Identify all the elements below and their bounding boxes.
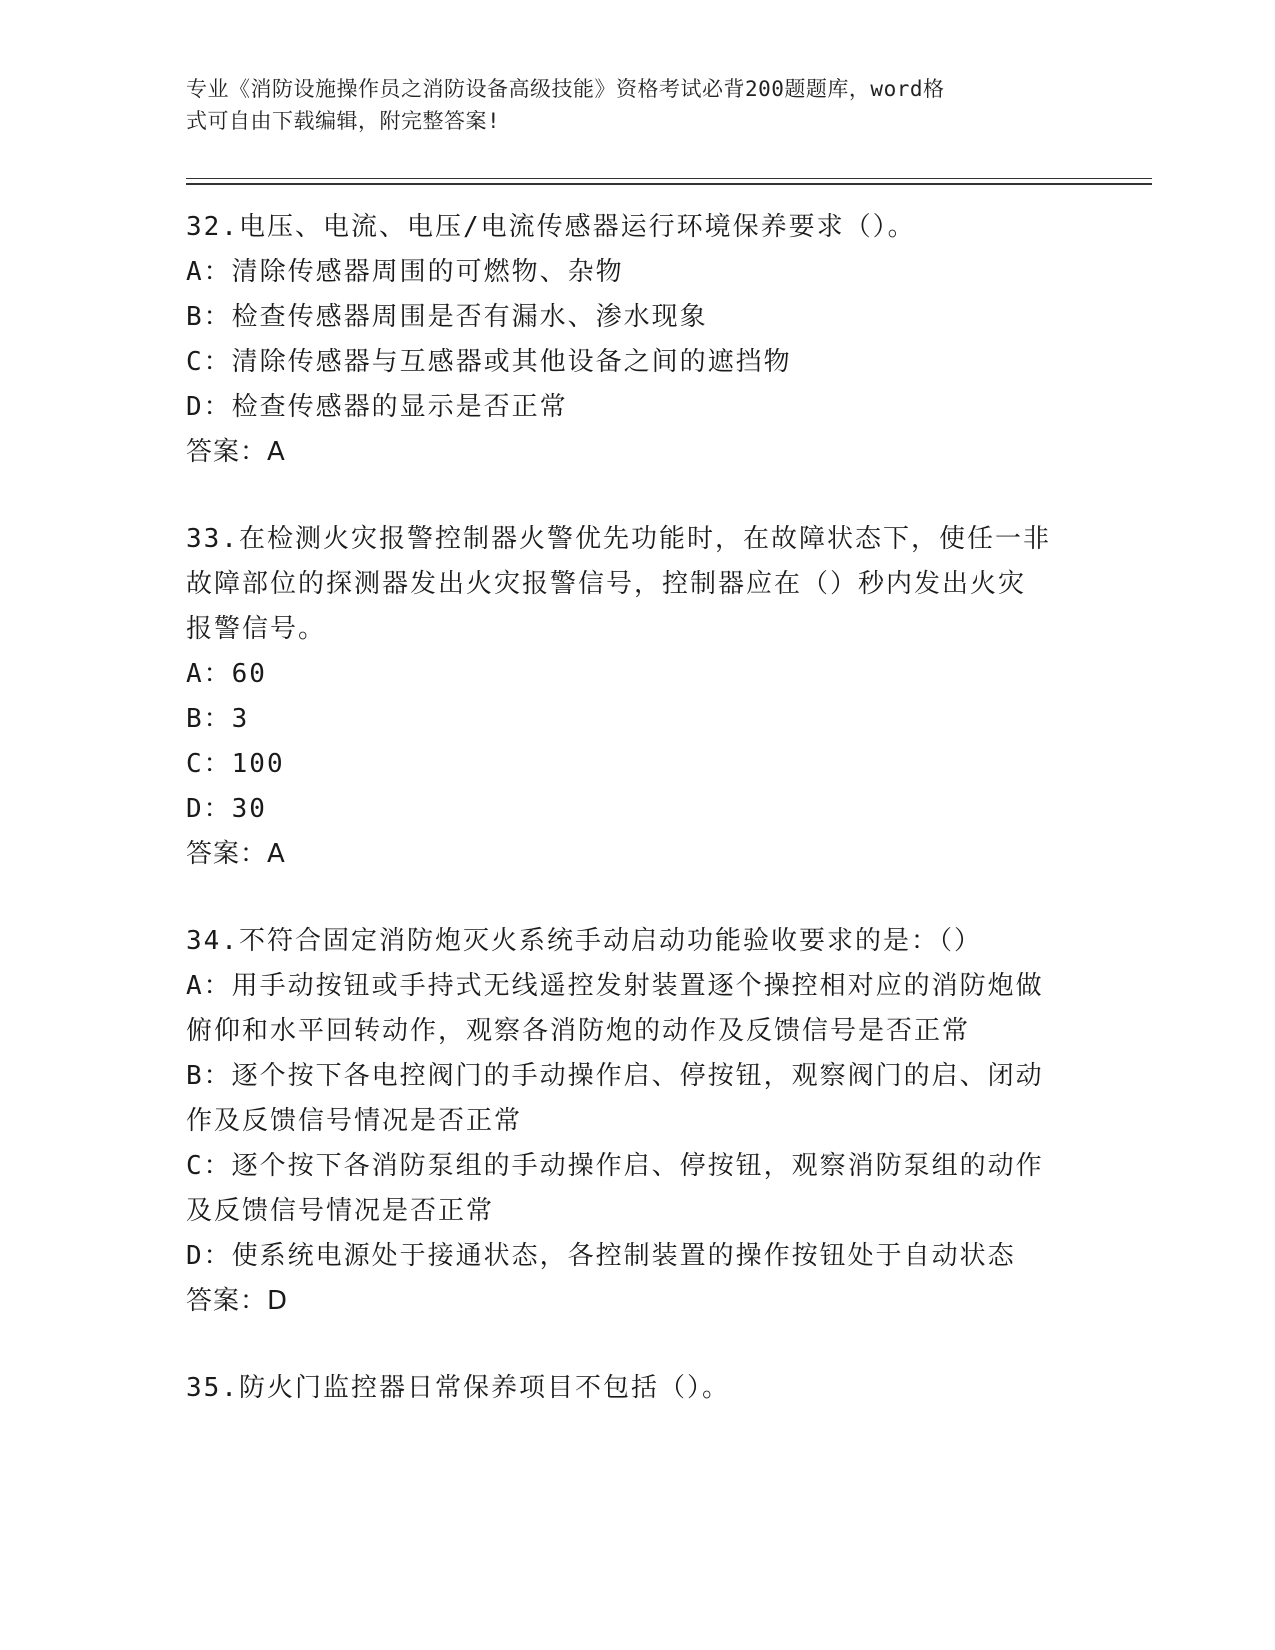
answer-option: 作及反馈信号情况是否正常	[186, 1106, 523, 1136]
answer-option: C：清除传感器与互感器或其他设备之间的遮挡物	[186, 347, 792, 377]
answer-option: D：使系统电源处于接通状态，各控制装置的操作按钮处于自动状态	[186, 1241, 1016, 1271]
answer-option: C：逐个按下各消防泵组的手动操作启、停按钮，观察消防泵组的动作	[186, 1151, 1044, 1181]
question-stem: 33.在检测火灾报警控制器火警优先功能时，在故障状态下，使任一非	[186, 524, 1051, 554]
answer-option: D：30	[186, 794, 267, 824]
answer-option: D：检查传感器的显示是否正常	[186, 392, 568, 422]
answer-option: B：3	[186, 704, 250, 734]
question-stem: 35.防火门监控器日常保养项目不包括（）。	[186, 1373, 730, 1403]
question-stem: 32.电压、电流、电压/电流传感器运行环境保养要求（）。	[186, 212, 916, 242]
question-block	[186, 205, 1066, 475]
question-block	[186, 919, 1066, 1324]
header-divider	[186, 178, 1152, 179]
question-list	[186, 205, 1066, 1453]
question-block	[186, 517, 1066, 877]
answer-key: 答案：D	[186, 1286, 289, 1316]
answer-option: B：逐个按下各电控阀门的手动操作启、停按钮，观察阀门的启、闭动	[186, 1061, 1044, 1091]
document-header	[186, 73, 1066, 137]
question-block	[186, 1366, 1066, 1411]
question-stem: 34.不符合固定消防炮灭火系统手动启动功能验收要求的是：（）	[186, 926, 982, 956]
header-line: 式可自由下载编辑，附完整答案!	[186, 109, 501, 133]
header-line: 专业《消防设施操作员之消防设备高级技能》资格考试必背200题题库，word格	[186, 77, 945, 101]
answer-key: 答案：A	[186, 839, 286, 869]
answer-option: A：用手动按钮或手持式无线遥控发射装置逐个操控相对应的消防炮做	[186, 971, 1044, 1001]
header-divider	[186, 183, 1152, 185]
answer-option: A：清除传感器周围的可燃物、杂物	[186, 257, 624, 287]
answer-option: B：检查传感器周围是否有漏水、渗水现象	[186, 302, 708, 332]
answer-key: 答案：A	[186, 437, 286, 467]
answer-option: 及反馈信号情况是否正常	[186, 1196, 495, 1226]
answer-option: C：100	[186, 749, 285, 779]
question-stem: 报警信号。	[186, 614, 327, 644]
answer-option: A：60	[186, 659, 267, 689]
question-stem: 故障部位的探测器发出火灾报警信号，控制器应在（）秒内发出火灾	[186, 569, 1027, 599]
answer-option: 俯仰和水平回转动作，观察各消防炮的动作及反馈信号是否正常	[186, 1016, 971, 1046]
